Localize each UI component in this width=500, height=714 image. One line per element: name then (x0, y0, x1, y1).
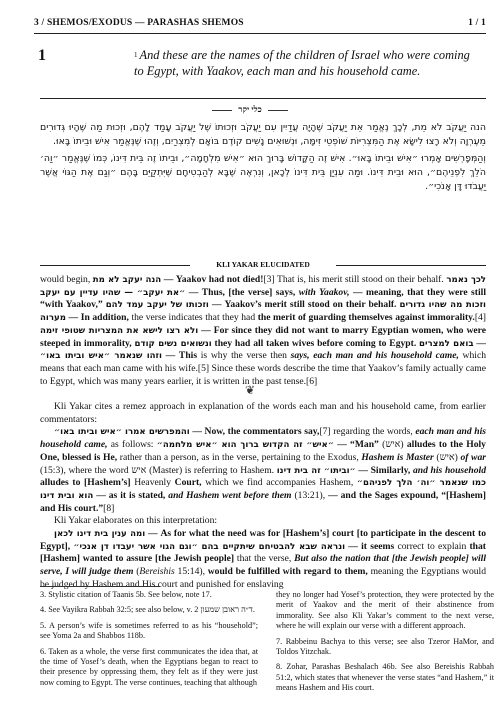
bold-text: they had all taken wives before coming to Egypt. (211, 337, 420, 349)
bold-text: that [Hashem] wanted to assure [the Jewish people] (40, 540, 487, 565)
plain-text: rather than a person, as in the verse, pertaining to the Exodus, (117, 451, 362, 463)
bold-italic-text: of war (460, 451, 486, 463)
plain-text: (13:21), (291, 489, 329, 501)
hebrew-lemma: הנה יעקב לא מת (92, 275, 162, 285)
footnote-column-right (276, 590, 494, 699)
intro-paragraph: Kli Yakar elaborates on this interpretation: (54, 515, 218, 527)
verse-text: And these are the names of the children of Israel who were coming to Egypt, with Yaakov, each man and his household came. (134, 48, 470, 78)
plain-text: (15:3), where the word איש (Master) is referring to Hashem. (40, 464, 277, 476)
plain-text: which we find accompanies Hashem, (201, 477, 357, 489)
footnote-rule (40, 586, 160, 587)
bold-text: would be fulfilled with regard to them, (207, 566, 368, 578)
hebrew-lemma: ונראה שבא להבטיחם שיתקיים בהם ״וגם הגוי אשר יעבדו דן אנכי״ (73, 541, 346, 552)
heading-rule-right (336, 265, 486, 266)
hebrew-lemma: ״איש״ זה הקדוש ברוך הוא ״איש מלחמה״ (156, 440, 334, 451)
plain-text: the verse indicates that they had (128, 312, 258, 324)
footnote: 8. Zohar, Parashas Beshalach 46b. See also Bereishis Rabbah 51:2, which states that whenever the verse states “and Hashem,” it means Hashem and His court. (276, 662, 494, 693)
bold-text: Court, (174, 477, 202, 489)
plain-text: as follows: (107, 439, 157, 451)
bold-text: — As for what the need was for [Hashem’s] court [to participate in the descent to Egypt], (40, 528, 486, 552)
plain-text: [7] regarding the words, (319, 426, 416, 438)
header-page-number: 1 / 1 (468, 18, 486, 28)
bold-text: — Thus, [the verse] says, (185, 286, 299, 298)
bold-text: — Yaakov’s merit still stood on their behalf. (208, 299, 400, 311)
plain-text: ( (133, 566, 140, 578)
hebrew-lemma: ונשואים נשים קודם (134, 338, 212, 349)
verse-translation (134, 47, 480, 79)
hebrew-lemma: ומה ענין בית דינו לכאן (54, 529, 146, 540)
footnote: 7. Rabbeinu Bachya to this verse; see also Tzeror HaMor, and Toldos Yitzchak. (276, 636, 494, 657)
running-header (34, 16, 486, 32)
plain-text: that the verse, (234, 553, 295, 565)
bold-text: — Yaakov had not died! (161, 274, 264, 285)
bold-italic-text: and his household (412, 464, 486, 476)
elucidation-paragraph (40, 274, 486, 388)
footnote: 6. Taken as a whole, the verse first communicates the idea that, at the time of Yosef’s death, when the Egyptians began to react to their presence by oppressing them, they felt as if they were just now coming to Egypt. The verse continues, teaching that although (40, 646, 258, 687)
bold-italic-text: with Yaakov, (298, 286, 350, 298)
hebrew-lemma: לכך נאמר ״את יעקב״ — שהיו עדיין עם יעקב (40, 275, 487, 298)
header-rule (34, 33, 486, 34)
footnote: 5. A person’s wife is sometimes referred to as his “household”; see Yoma 2a and Shabbos 118b. (40, 620, 258, 641)
footnote-column-left (40, 590, 258, 693)
plain-text: meaning the Egyptians would be judged by Hashem and His court and punished for enslaving (40, 566, 486, 590)
commentary-title: כלי יקר (238, 104, 262, 114)
bold-text: — “Man” (333, 439, 383, 451)
elucidation-paragraph (40, 528, 486, 592)
bold-text: the merit of guarding themselves against immorality. (257, 312, 475, 324)
hebrew-lemma: וזהו שנאמר ״איש וביתו באו״ (40, 351, 162, 362)
plain-text: is why the verse then (197, 350, 291, 362)
plain-text: correct to explain (394, 540, 470, 552)
plain-text: 15:14), (174, 566, 208, 578)
commentary-heading (0, 104, 500, 114)
italic-text: Bereishis (139, 566, 175, 578)
bold-text: alludes to the Holy One, blessed is He, (40, 439, 486, 463)
hebrew-lemma: ולא רצו לישא את המצריות שטופי זימה (40, 325, 199, 336)
ornament-dash (212, 110, 232, 111)
bold-text: alludes to [Hashem’s] (40, 477, 131, 489)
hebrew-lemma: וזכותו של יעקב עמד להם (105, 300, 209, 311)
hebrew-lemma: וזכות מה שהיו גדורים מערוה (40, 300, 487, 324)
plain-text: Heavenly (130, 477, 175, 489)
elucidation-paragraph (40, 426, 486, 515)
bold-text: — meaning, that they were still “with Yaakov,” (40, 286, 486, 311)
bold-text: — it seems (345, 540, 395, 552)
verse-superscript: 1 (134, 51, 138, 59)
plain-text: [3] That is, his merit still stood on their behalf. (263, 274, 447, 285)
footnote: 4. See Vayikra Rabbah 32:5; see also below, v. 2 ד״ה ראובן שמעון. (40, 605, 255, 615)
bold-text: — and the Sages expound, “[Hashem] and His court.” (40, 489, 486, 514)
footnote: they no longer had Yosef’s protection, they were protected by the merit of Yaakov and the merit of their abstinence from immorality. See also Kli Yakar’s comment to the next verse, where he will explain our verse with a different approach. (276, 590, 494, 631)
header-title: 3 / SHEMOS/EXODUS — PARASHAS SHEMOS (34, 18, 244, 28)
section-divider-ornament: ❦ (244, 383, 256, 397)
hebrew-paragraph: הנה יַעֲקֹב לֹא מֵת, לְכָךְ נֶאֱמַר אֵת יַעֲקֹב שֶׁהָיָה עֲדַיִין עִם יַעֲקֹב וּזְכוּתוֹ שֶׁל יַעֲקֹב עָמַד לָהֶם, וּזְכוּת מַה שֶּׁהָיוּ גְּדוּרִים מֵעֶרְוָה וְלֹא רָצוּ לִישָּׂא אֶת הַמִּצְרִיּוֹת שׁוֹפְטֵי זִימָּה, וּנְשׁוּאִים נָשִׁים קוֹדֶם בּוֹאָם לְמִצְרַיִם, וְזֶהוּ שֶׁנֶּאֱמַר אִישׁ וּבֵיתוֹ בָּאוּ. (40, 122, 486, 147)
bold-text: — as it is stated, (93, 489, 169, 501)
bold-text: — Now, the commentators say, (189, 426, 320, 438)
bold-italic-text: and Hashem went before them (168, 489, 292, 501)
bold-text: — This (161, 350, 198, 362)
verse-number: 1 (38, 47, 46, 64)
heading-rule-left (40, 265, 190, 266)
bold-text: — (473, 337, 487, 349)
ornament-dash (268, 110, 288, 111)
elucidation-body (40, 274, 486, 388)
plain-text: [4] (474, 312, 486, 324)
hebrew-lemma: והמפרשים אמרו ״איש וביתו באו״ (54, 427, 190, 438)
intro-paragraph: Kli Yakar cites a remez approach in explanation of the words each man and his household came, from earlier commentators: (40, 401, 486, 425)
elucidation-body-2 (40, 401, 486, 592)
elucidated-heading (40, 260, 486, 269)
hebrew-commentary (40, 121, 486, 194)
plain-text: which means that each man came with his wife.[5] Since these words describe the time that Yaakov’s family actually came to Egypt, which was many years earlier, it is written in the past tense.[6] (40, 350, 486, 387)
bold-italic-text: Hashem is Master (361, 451, 434, 463)
hebrew-lemma: כמו שנאמר ״וה׳ הלך לפניהם״ הוא ובית דינו (40, 478, 486, 501)
bold-text: — In addition, (65, 312, 129, 324)
plain-text: (איש) (382, 439, 407, 451)
hebrew-lemma: ״וביתו״ זה בית דינו (276, 465, 356, 476)
bold-italic-text: each man and his household came, (40, 426, 487, 451)
plain-text: (איש) (433, 451, 461, 463)
bold-italic-text: But also the nation that [the Jewish people] will serve, I will judge them (40, 553, 486, 578)
plain-text: [8] (103, 502, 115, 514)
bold-text: — For since they did not want to marry Egyptian women, who were steeped in immorality, (40, 324, 486, 349)
elucidated-title: KLI YAKAR ELUCIDATED (216, 260, 310, 269)
bold-text: — Similarly, (355, 464, 413, 476)
section-rule (40, 98, 486, 99)
plain-text: would begin, (40, 274, 93, 285)
bold-italic-text: says, each man and his household came, (290, 350, 459, 362)
footnote: 3. Stylistic citation of Taanis 5b. See below, note 17. (40, 590, 212, 599)
hebrew-paragraph: וְהַמְּפָרְשִׁים אָמְרוּ ״אִישׁ וּבֵיתוֹ בָּאוּ״. אִישׁ זֶה הַקָּדוֹשׁ בָּרוּךְ הוּא ״אִישׁ מִלְחָמָה״, וּבֵיתוֹ זֶה בֵּית דִּינוֹ, כְּמוֹ שֶׁנֶּאֱמַר ״וַה׳ הֹלֵךְ לִפְנֵיהֶם״, הוּא וּבֵית דִּינוֹ. וּמַה עִנְיַן בֵּית דִּינוֹ לְכָאן, וְנִרְאֶה שֶׁבָּא לְהַבְטִיחָם שֶׁיִּתְקַיֵּם בָּהֶם ״וְגַם אֶת הַגּוֹי אֲשֶׁר יַעֲבֹדוּ דָּן אָנֹכִי״. (40, 153, 486, 192)
hebrew-lemma: בואם למצרים (419, 338, 474, 349)
